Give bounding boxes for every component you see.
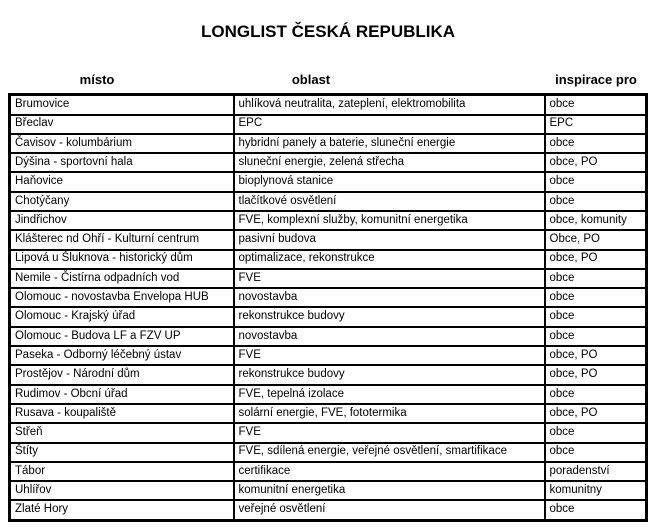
- cell-inspirace-pro: Obce, PO: [545, 230, 647, 249]
- cell-misto: Tábor: [10, 462, 234, 481]
- cell-oblast: veřejné osvětlení: [234, 500, 545, 520]
- cell-inspirace-pro: obce, PO: [545, 153, 647, 172]
- table-row: [10, 192, 647, 211]
- table-row: [10, 250, 647, 269]
- table-body: [10, 95, 647, 521]
- cell-misto: Prostějov - Národní dům: [10, 365, 234, 384]
- cell-misto: Střeň: [10, 423, 234, 442]
- column-header-oblast: oblast: [291, 72, 331, 87]
- cell-inspirace-pro: obce: [545, 192, 647, 211]
- cell-misto: Brumovice: [10, 95, 234, 115]
- table-row: [10, 443, 647, 462]
- cell-oblast: FVE, sdílená energie, veřejné osvětlení, smartifikace: [234, 443, 545, 462]
- cell-misto: Haňovice: [10, 172, 234, 191]
- cell-oblast: solární energie, FVE, fototermika: [234, 404, 545, 423]
- longlist-table: [8, 93, 648, 522]
- column-header-misto: místo: [79, 72, 115, 87]
- cell-oblast: FVE: [234, 423, 545, 442]
- cell-inspirace-pro: obce: [545, 423, 647, 442]
- cell-inspirace-pro: poradenství: [545, 462, 647, 481]
- cell-misto: Nemile - Čistírna odpadních vod: [10, 269, 234, 288]
- cell-misto: Paseka - Odborný léčebný ústav: [10, 346, 234, 365]
- cell-oblast: tlačítkové osvětlení: [234, 192, 545, 211]
- cell-oblast: FVE: [234, 269, 545, 288]
- cell-inspirace-pro: obce: [545, 288, 647, 307]
- cell-inspirace-pro: obce, PO: [545, 250, 647, 269]
- cell-misto: Olomouc - novostavba Envelopa HUB: [10, 288, 234, 307]
- table-row: [10, 211, 647, 230]
- cell-misto: Dýšina - sportovní hala: [10, 153, 234, 172]
- cell-misto: Jindřichov: [10, 211, 234, 230]
- cell-misto: Chotýčany: [10, 192, 234, 211]
- cell-misto: Lipová u Šluknova - historický dům: [10, 250, 234, 269]
- table-row: [10, 115, 647, 134]
- cell-misto: Klášterec nd Ohří - Kulturní centrum: [10, 230, 234, 249]
- cell-misto: Rudimov - Obcní úřad: [10, 385, 234, 404]
- cell-inspirace-pro: obce, PO: [545, 404, 647, 423]
- cell-inspirace-pro: obce: [545, 269, 647, 288]
- cell-inspirace-pro: obce: [545, 500, 647, 520]
- cell-oblast: hybridní panely a baterie, sluneční energie: [234, 134, 545, 153]
- cell-oblast: sluneční energie, zelená střecha: [234, 153, 545, 172]
- cell-inspirace-pro: obce: [545, 95, 647, 115]
- cell-inspirace-pro: obce: [545, 327, 647, 346]
- cell-oblast: rekonstrukce budovy: [234, 365, 545, 384]
- page-title: LONGLIST ČESKÁ REPUBLIKA: [200, 22, 456, 41]
- cell-misto: Čavisov - kolumbárium: [10, 134, 234, 153]
- table-row: [10, 423, 647, 442]
- cell-inspirace-pro: obce, PO: [545, 346, 647, 365]
- cell-oblast: uhlíková neutralita, zateplení, elektromobilita: [234, 95, 545, 115]
- cell-oblast: rekonstrukce budovy: [234, 307, 545, 326]
- table-row: [10, 462, 647, 481]
- cell-misto: Olomouc - Krajský úřad: [10, 307, 234, 326]
- table-row: [10, 307, 647, 326]
- cell-oblast: novostavba: [234, 288, 545, 307]
- cell-oblast: certifikace: [234, 462, 545, 481]
- cell-oblast: FVE: [234, 346, 545, 365]
- table-row: [10, 500, 647, 520]
- cell-oblast: FVE, tepelná izolace: [234, 385, 545, 404]
- cell-misto: Štíty: [10, 443, 234, 462]
- cell-misto: Zlaté Hory: [10, 500, 234, 520]
- column-header-inspirace-pro: inspirace pro: [555, 72, 637, 87]
- table-row: [10, 269, 647, 288]
- cell-misto: Olomouc - Budova LF a FZV UP: [10, 327, 234, 346]
- cell-inspirace-pro: obce: [545, 385, 647, 404]
- cell-misto: Rusava - koupaliště: [10, 404, 234, 423]
- cell-oblast: pasivní budova: [234, 230, 545, 249]
- cell-inspirace-pro: komunitny: [545, 481, 647, 500]
- cell-misto: Uhlířov: [10, 481, 234, 500]
- table-row: [10, 153, 647, 172]
- cell-oblast: komunitní energetika: [234, 481, 545, 500]
- table-row: [10, 95, 647, 115]
- cell-oblast: novostavba: [234, 327, 545, 346]
- table-row: [10, 172, 647, 191]
- cell-inspirace-pro: EPC: [545, 115, 647, 134]
- table-row: [10, 346, 647, 365]
- cell-inspirace-pro: obce, PO: [545, 365, 647, 384]
- cell-inspirace-pro: obce, komunity: [545, 211, 647, 230]
- cell-oblast: FVE, komplexní služby, komunitní energetika: [234, 211, 545, 230]
- cell-inspirace-pro: obce: [545, 172, 647, 191]
- table-row: [10, 134, 647, 153]
- table-row: [10, 365, 647, 384]
- table-row: [10, 481, 647, 500]
- cell-oblast: bioplynová stanice: [234, 172, 545, 191]
- cell-oblast: optimalizace, rekonstrukce: [234, 250, 545, 269]
- cell-inspirace-pro: obce: [545, 443, 647, 462]
- table-row: [10, 404, 647, 423]
- cell-inspirace-pro: obce: [545, 134, 647, 153]
- table-row: [10, 288, 647, 307]
- cell-inspirace-pro: obce: [545, 307, 647, 326]
- table-row: [10, 327, 647, 346]
- table-row: [10, 385, 647, 404]
- cell-misto: Břeclav: [10, 115, 234, 134]
- cell-oblast: EPC: [234, 115, 545, 134]
- table-row: [10, 230, 647, 249]
